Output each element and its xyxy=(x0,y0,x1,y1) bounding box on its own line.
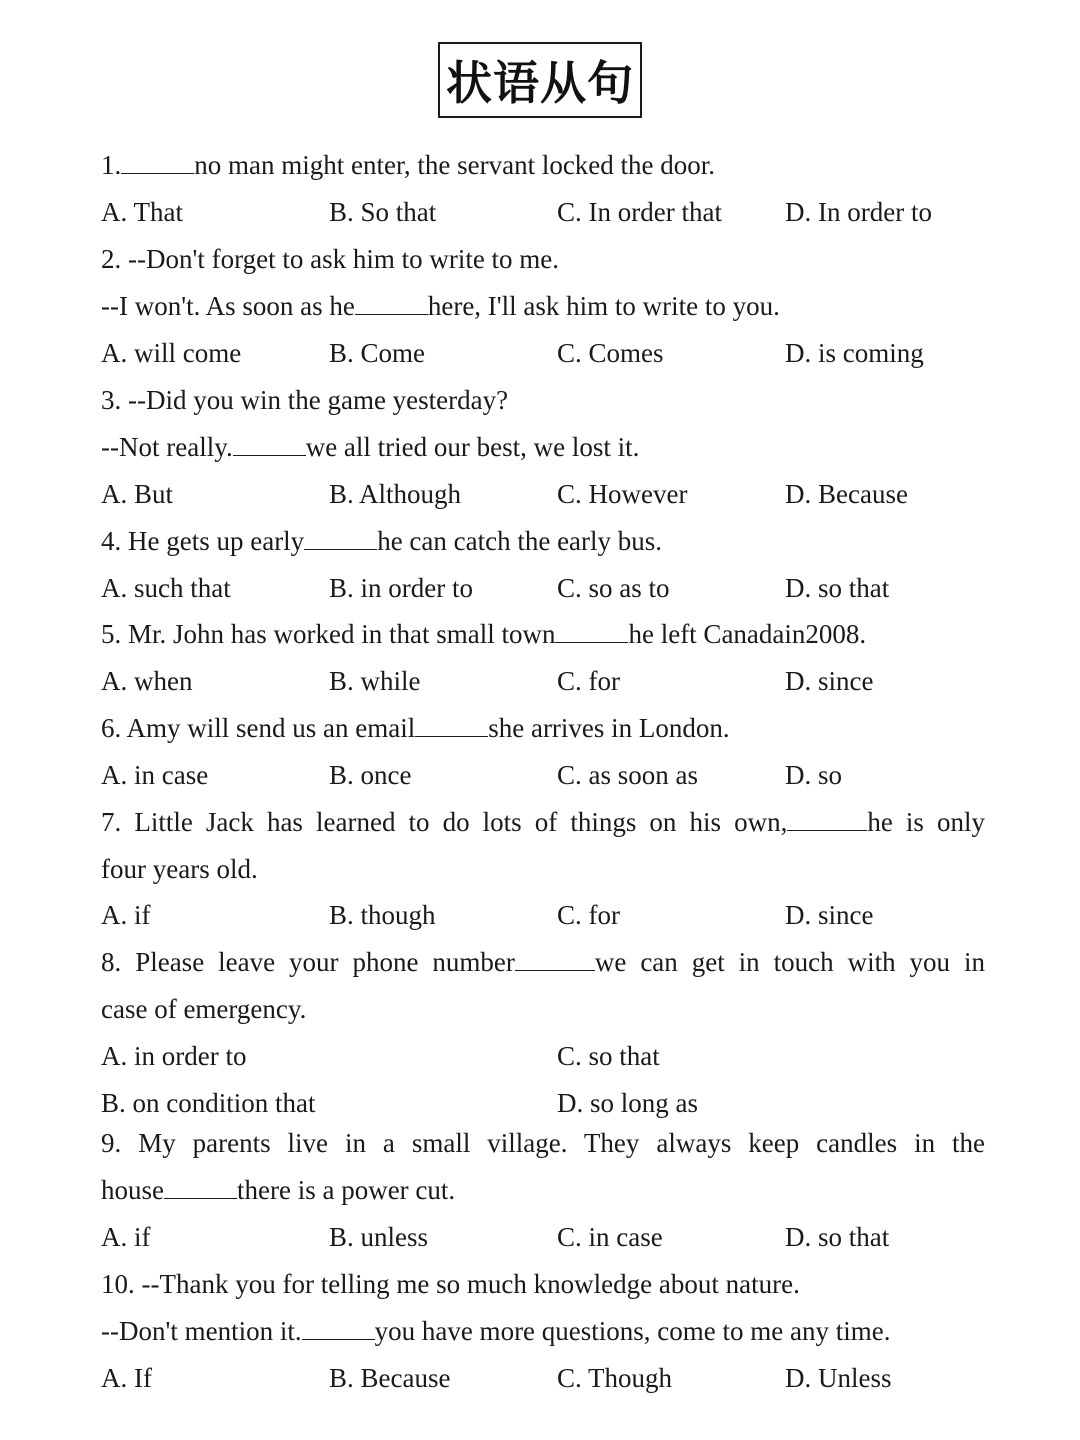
option-b: B. Because xyxy=(329,1363,451,1393)
option-b: B. Although xyxy=(329,479,462,509)
option-a: A. if xyxy=(101,1222,151,1252)
question-10-line1: 10. --Thank you for telling me so much knowledge about nature. xyxy=(101,1269,800,1299)
option-c: C. Comes xyxy=(557,338,664,368)
option-c: C. so that xyxy=(557,1041,660,1071)
option-a: A. But xyxy=(101,479,174,509)
question-10-stem xyxy=(101,1314,985,1348)
worksheet-title: 状语从句 xyxy=(438,42,642,118)
option-a: A. in order to xyxy=(101,1041,247,1071)
answer-blank xyxy=(302,1315,375,1340)
answer-blank xyxy=(121,149,194,174)
option-b: B. in order to xyxy=(329,573,473,603)
question-2-line1: 2. --Don't forget to ask him to write to me. xyxy=(101,244,560,274)
question-3-line1: 3. --Did you win the game yesterday? xyxy=(101,385,509,415)
option-d: D. so that xyxy=(785,573,890,603)
stem-text: house xyxy=(101,1175,164,1205)
stem-text: --Not really. xyxy=(101,432,233,462)
question-6-stem xyxy=(101,711,985,745)
stem-text: here, I'll ask him to write to you. xyxy=(427,291,780,321)
option-a: A. If xyxy=(101,1363,152,1393)
question-9-stem xyxy=(101,1173,985,1207)
option-b: B. unless xyxy=(329,1222,429,1252)
option-d: D. so xyxy=(785,760,843,790)
question-4-stem xyxy=(101,524,985,558)
stem-text: 4. He gets up early xyxy=(101,526,305,556)
option-d: D. since xyxy=(785,666,874,696)
question-2-stem xyxy=(101,289,985,323)
option-d: D. Unless xyxy=(785,1363,892,1393)
stem-text: there is a power cut. xyxy=(237,1175,456,1205)
option-b: B. while xyxy=(329,666,421,696)
question-7-stem xyxy=(101,805,985,839)
stem-text: 8. Please leave your phone number xyxy=(101,947,515,977)
question-8-line2: case of emergency. xyxy=(101,994,307,1024)
question-8-stem xyxy=(101,945,985,979)
answer-blank xyxy=(555,618,628,643)
option-d: D. Because xyxy=(785,479,908,509)
stem-text: 6. Amy will send us an email xyxy=(101,713,416,743)
option-c: C. for xyxy=(557,900,620,930)
question-1-stem xyxy=(101,148,985,182)
stem-text: --I won't. As soon as he xyxy=(101,291,355,321)
question-number: 1. xyxy=(101,150,122,180)
option-b: B. So that xyxy=(329,197,437,227)
answer-blank xyxy=(415,712,488,737)
option-c: C. In order that xyxy=(557,197,722,227)
option-d: D. In order to xyxy=(785,197,932,227)
stem-text: he left Canadain2008. xyxy=(628,619,867,649)
answer-blank xyxy=(164,1174,237,1199)
option-b: B. once xyxy=(329,760,412,790)
option-a: A. That xyxy=(101,197,183,227)
option-c: C. in case xyxy=(557,1222,663,1252)
stem-text: he is only xyxy=(867,807,985,837)
option-d: D. so that xyxy=(785,1222,890,1252)
option-a: A. such that xyxy=(101,573,231,603)
question-9-line1: 9. My parents live in a small village. They always keep candles in the xyxy=(101,1128,985,1158)
option-a: A. will come xyxy=(101,338,242,368)
option-c: C. Though xyxy=(557,1363,673,1393)
question-7-line2: four years old. xyxy=(101,854,258,884)
stem-text: 7. Little Jack has learned to do lots of things on his own, xyxy=(101,807,788,837)
stem-text: you have more questions, come to me any time. xyxy=(374,1316,891,1346)
answer-blank xyxy=(515,946,595,971)
option-b: B. on condition that xyxy=(101,1088,316,1118)
option-a: A. when xyxy=(101,666,193,696)
question-3-stem xyxy=(101,430,985,464)
answer-blank xyxy=(787,806,867,831)
question-5-stem xyxy=(101,617,985,651)
stem-text: we all tried our best, we lost it. xyxy=(305,432,640,462)
option-d: D. since xyxy=(785,900,874,930)
stem-text: he can catch the early bus. xyxy=(377,526,663,556)
option-c: C. However xyxy=(557,479,688,509)
option-b: B. Come xyxy=(329,338,426,368)
stem-text: no man might enter, the servant locked the door. xyxy=(194,150,716,180)
option-c: C. as soon as xyxy=(557,760,698,790)
option-d: D. so long as xyxy=(557,1088,698,1118)
stem-text: she arrives in London. xyxy=(488,713,730,743)
answer-blank xyxy=(233,431,306,456)
option-c: C. so as to xyxy=(557,573,670,603)
answer-blank xyxy=(304,525,377,550)
option-a: A. if xyxy=(101,900,151,930)
option-b: B. though xyxy=(329,900,436,930)
answer-blank xyxy=(355,290,428,315)
stem-text: --Don't mention it. xyxy=(101,1316,302,1346)
stem-text: we can get in touch with you in xyxy=(594,947,985,977)
option-d: D. is coming xyxy=(785,338,924,368)
option-a: A. in case xyxy=(101,760,209,790)
stem-text: 5. Mr. John has worked in that small town xyxy=(101,619,556,649)
option-c: C. for xyxy=(557,666,620,696)
